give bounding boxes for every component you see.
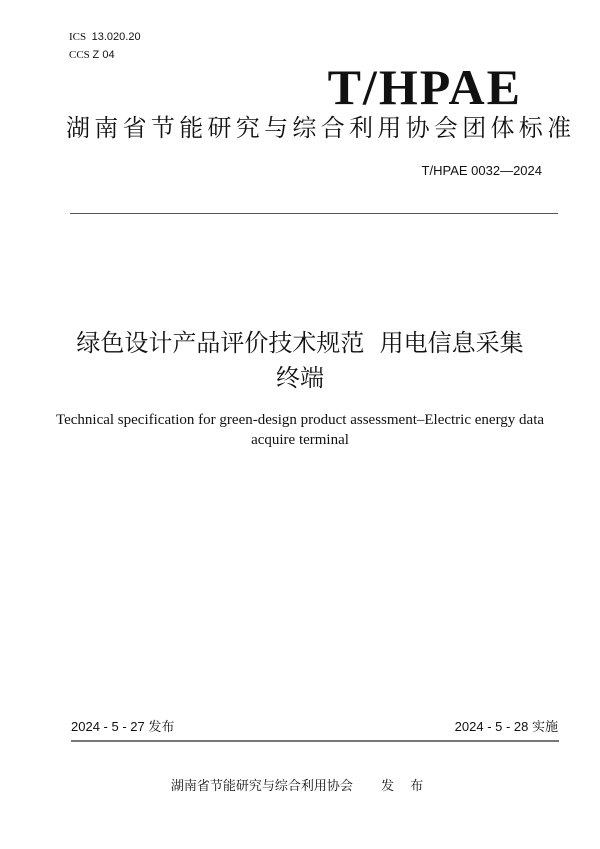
title-line-1: 绿色设计产品评价技术规范 用电信息采集: [76, 329, 524, 357]
standard-logo: T/HPAE: [327, 59, 522, 115]
organization-standard-heading: 湖南省节能研究与综合利用协会团体标准: [66, 114, 576, 142]
ccs-label: CCS: [69, 49, 90, 61]
issue-date: 2024 - 5 - 27 发布: [71, 719, 175, 734]
title-line-2: 终端: [276, 364, 324, 392]
english-title-line-2: acquire terminal: [251, 432, 349, 448]
publisher: [0, 775, 600, 794]
standard-number: T/HPAE 0032—2024: [421, 163, 542, 178]
divider-top: [70, 213, 558, 214]
english-title-line-1: Technical specification for green-design product assessment–Electric energy data: [55, 412, 545, 428]
ics-value: 13.020.20: [91, 31, 141, 43]
publisher-action: 发 布: [380, 779, 430, 794]
ccs-value: Z 04: [92, 49, 115, 61]
ics-label: ICS: [69, 31, 87, 43]
classification-codes: [69, 28, 141, 64]
implementation-date: 2024 - 5 - 28 实施: [454, 719, 558, 734]
divider-bottom: [71, 740, 559, 742]
publisher-name: 湖南省节能研究与综合利用协会: [170, 779, 353, 794]
